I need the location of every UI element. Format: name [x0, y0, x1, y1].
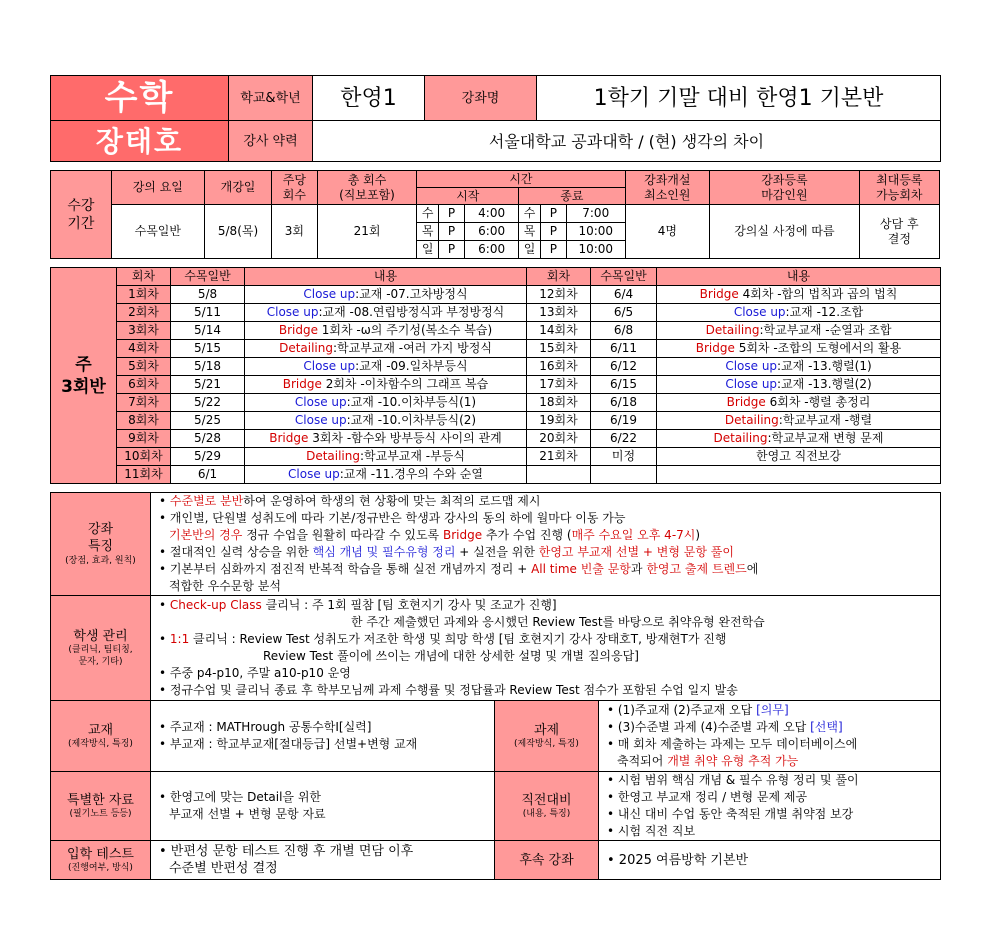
period-table [50, 170, 940, 259]
time-header: 시간 [417, 171, 625, 188]
time-cell: P [439, 241, 465, 259]
schedule-table [50, 267, 941, 484]
course-name-label: 강좌명 [425, 76, 537, 121]
schedule-tag: Bridge [726, 395, 766, 409]
schedule-content [245, 394, 527, 412]
schedule-tag: Close up [294, 395, 347, 409]
time-end-header: 종료 [519, 188, 625, 205]
schedule-content [657, 358, 941, 376]
schedule-content [657, 466, 941, 484]
info-table [50, 492, 941, 880]
time-cell: 일 [519, 241, 541, 259]
schedule-content [657, 304, 941, 322]
subject-title: 수학 [51, 76, 229, 121]
schedule-content [657, 286, 941, 304]
schedule-text: :교재 -10.이차부등식(1) [346, 395, 477, 409]
schedule-tag: Close up [303, 359, 356, 373]
special-content: • 한영고에 맞는 Detail을 위한 부교재 선별 + 변형 문항 자료 [151, 772, 495, 841]
time-cell: P [439, 223, 465, 241]
schedule-round: 13회차 [527, 304, 591, 322]
schedule-round: 12회차 [527, 286, 591, 304]
schedule-round: 9회차 [117, 430, 171, 448]
reg-close-header: 강좌등록 마감인원 [710, 171, 860, 205]
schedule-content [245, 376, 527, 394]
max-reg-header: 최대등록 가능회차 [859, 171, 939, 205]
schedule-round: 17회차 [527, 376, 591, 394]
schedule-tag: Close up [266, 305, 319, 319]
start-date-value: 5/8(목) [204, 205, 271, 259]
date-header: 수목일반 [171, 268, 245, 286]
header-table [50, 75, 941, 162]
schedule-date: 5/29 [171, 448, 245, 466]
time-cell: 일 [417, 241, 439, 259]
time-cell: 10:00 [566, 223, 625, 241]
schedule-tag: Bridge [278, 323, 318, 337]
time-cell: 10:00 [566, 241, 625, 259]
schedule-text: 5회차 -조합의 도형에서의 활용 [734, 341, 902, 355]
special-label: 특별한 자료 (필기노트 등등) [51, 772, 151, 841]
textbook-content: • 주교재 : MATHrough 공통수학Ⅰ[실력] • 부교재 : 학교부교재[절대등급] 선별+변형 교재 [151, 701, 495, 772]
schedule-round: 4회차 [117, 340, 171, 358]
schedule-tag: Detailing [306, 449, 360, 463]
schedule-round: 15회차 [527, 340, 591, 358]
schedule-content [245, 466, 527, 484]
schedule-round [527, 466, 591, 484]
schedule-date: 6/4 [591, 286, 657, 304]
days-header: 강의 요일 [111, 171, 204, 205]
schedule-text: :학교부교재 -부등식 [359, 449, 465, 463]
profile-label: 강사 약력 [229, 121, 313, 162]
schedule-date: 6/15 [591, 376, 657, 394]
period-section-label: 수강 기간 [51, 171, 112, 259]
schedule-tag: Bridge [699, 287, 739, 301]
round-header: 회차 [527, 268, 591, 286]
schedule-text: :교재 -12.조합 [785, 305, 864, 319]
schedule-text: 4회차 -합의 법칙과 곱의 법칙 [738, 287, 898, 301]
schedule-round: 18회차 [527, 394, 591, 412]
schedule-text: 2회차 -이차함수의 그래프 복습 [321, 377, 489, 391]
days-value: 수목일반 [111, 205, 204, 259]
schedule-content [245, 358, 527, 376]
schedule-tag: Detailing [724, 413, 779, 427]
schedule-date: 5/15 [171, 340, 245, 358]
schedule-tag: Close up [303, 287, 356, 301]
profile-value: 서울대학교 공과대학 / (현) 생각의 차이 [313, 121, 941, 162]
schedule-text: :학교부교재 -행렬 [778, 413, 873, 427]
min-open-value: 4명 [625, 205, 710, 259]
schedule-date: 5/11 [171, 304, 245, 322]
homework-content: • (1)주교재 (2)주교재 오답 [의무] • (3)수준별 과제 (4)수준별 과제 오답 [선택] • 매 회차 제출하는 과제는 모두 데이터베이스에 축적되어 개별 취약 유형 추적 가능 [599, 701, 941, 772]
time-cell: 목 [417, 223, 439, 241]
schedule-tag: Bridge [269, 431, 309, 445]
textbook-label: 교재 (제작방식, 특징) [51, 701, 151, 772]
max-reg-value: 상담 후 결정 [859, 205, 939, 259]
management-content: • Check-up Class 클리닉 : 주 1회 필참 [팀 호현지기 강사 및 조교가 진행] 한 주간 제출했던 과제와 응시했던 Review Test를 바탕으로 취약유형 완전학습 • 1:1 클리닉 : Review Test 성취도가 저조한 학생 및 희망 학생 [팀 호현지기 강사 장태호T, 방재현T가 진행 Review Test 풀이에 쓰이는 개념에 대한 상세한 설명 및 개별 질의응답] • 주중 p4-p10, 주말 a10-p10 운영 • 정규수업 및 클리닉 종료 후 학부모님께 과제 수행률 및 정답률과 Review Test 점수가 포함된 수업 일지 발송 [151, 596, 941, 701]
schedule-date: 5/18 [171, 358, 245, 376]
schedule-content [657, 322, 941, 340]
schedule-date: 6/12 [591, 358, 657, 376]
schedule-text: :학교부교재 -순열과 조합 [759, 323, 892, 337]
time-cell: 4:00 [465, 205, 519, 223]
schedule-round: 20회차 [527, 430, 591, 448]
schedule-date: 5/25 [171, 412, 245, 430]
features-label: 강좌 특징 (장점, 효과, 원칙) [51, 493, 151, 596]
time-cell: 6:00 [465, 241, 519, 259]
schedule-round: 3회차 [117, 322, 171, 340]
schedule-tag: Detailing [713, 431, 768, 445]
schedule-date: 6/1 [171, 466, 245, 484]
management-label: 학생 관리 (클리닉, 팀티칭, 문자, 기타) [51, 596, 151, 701]
schedule-text: :교재 -09.일차부등식 [355, 359, 468, 373]
schedule-content [245, 448, 527, 466]
schedule-text: :교재 -13.행렬(2) [777, 377, 872, 391]
time-cell: P [540, 241, 566, 259]
content-header: 내용 [657, 268, 941, 286]
schedule-text: 3회차 -함수와 방부등식 사이의 관계 [308, 431, 502, 445]
course-sheet [50, 75, 940, 880]
schedule-tag: Detailing [279, 341, 333, 355]
schedule-content [245, 340, 527, 358]
content-header: 내용 [245, 268, 527, 286]
schedule-content [657, 394, 941, 412]
schedule-date: 6/5 [591, 304, 657, 322]
schedule-section-label: 주 3회반 [51, 268, 117, 484]
reg-close-value: 강의실 사정에 따름 [710, 205, 860, 259]
schedule-tag: Bridge [282, 377, 322, 391]
schedule-text: :교재 -13.행렬(1) [777, 359, 872, 373]
schedule-tag: Detailing [705, 323, 760, 337]
schedule-date: 6/18 [591, 394, 657, 412]
schedule-date: 6/8 [591, 322, 657, 340]
schedule-tag: Close up [725, 359, 778, 373]
schedule-round: 5회차 [117, 358, 171, 376]
school-grade-value: 한영1 [313, 76, 425, 121]
schedule-text: 1회차 -ω의 주기성(복소수 복습) [317, 323, 493, 337]
schedule-tag: Close up [733, 305, 786, 319]
schedule-content [657, 430, 941, 448]
schedule-round: 1회차 [117, 286, 171, 304]
start-date-header: 개강일 [204, 171, 271, 205]
entrance-label: 입학 테스트 (진행여부, 방식) [51, 841, 151, 880]
course-name-value: 1학기 기말 대비 한영1 기본반 [537, 76, 941, 121]
schedule-date: 6/19 [591, 412, 657, 430]
schedule-tag: Bridge [695, 341, 735, 355]
schedule-tag: Close up [725, 377, 778, 391]
weekly-value: 3회 [272, 205, 318, 259]
schedule-round: 7회차 [117, 394, 171, 412]
weekly-header: 주당 회수 [272, 171, 318, 205]
time-cell: 수 [519, 205, 541, 223]
schedule-text: :학교부교재 -여러 가지 방정식 [332, 341, 492, 355]
schedule-content [245, 304, 527, 322]
total-header: 총 회수 (직보포함) [317, 171, 417, 205]
schedule-content [245, 286, 527, 304]
time-cell: P [540, 205, 566, 223]
schedule-content [657, 448, 941, 466]
schedule-content [245, 430, 527, 448]
schedule-date: 5/28 [171, 430, 245, 448]
schedule-date: 5/22 [171, 394, 245, 412]
schedule-round: 8회차 [117, 412, 171, 430]
schedule-date: 6/11 [591, 340, 657, 358]
schedule-round: 19회차 [527, 412, 591, 430]
schedule-round: 2회차 [117, 304, 171, 322]
schedule-text: :학교부교재 변형 문제 [767, 431, 884, 445]
follow-up-content: • 2025 여름방학 기본반 [599, 841, 941, 880]
time-cell: 6:00 [465, 223, 519, 241]
schedule-round: 6회차 [117, 376, 171, 394]
round-header: 회차 [117, 268, 171, 286]
homework-label: 과제 (제작방식, 특징) [495, 701, 599, 772]
schedule-text: :교재 -11.경우의 수와 순열 [339, 467, 483, 481]
schedule-date: 6/22 [591, 430, 657, 448]
schedule-tag: Close up [294, 413, 347, 427]
schedule-text: :교재 -07.고차방정식 [355, 287, 468, 301]
schedule-content [245, 412, 527, 430]
date-header: 수목일반 [591, 268, 657, 286]
schedule-text: :교재 -10.이차부등식(2) [346, 413, 477, 427]
features-content: • 수준별로 분반하여 운영하여 학생의 현 상황에 맞는 최적의 로드맵 제시 • 개인별, 단원별 성취도에 따라 기본/정규반은 학생과 강사의 동의 하에 월마다 이동 가능 기본반의 경우 정규 수업을 원활히 따라갈 수 있도록 Bridge 추가 수업 진행 (매주 수요일 오후 4-7시) • 절대적인 실력 상승을 위한 핵심 개념 및 필수유형 정리 + 실전을 위한 한영고 부교재 선별 + 변형 문항 풀이 • 기본부터 심화까지 점진적 반복적 학습을 통해 실전 개념까지 정리 + All time 빈출 문항과 한영고 출제 트렌드에 적합한 우수문항 분석 [151, 493, 941, 596]
schedule-date: 5/21 [171, 376, 245, 394]
time-cell: 목 [519, 223, 541, 241]
schedule-text: 한영고 직전보강 [756, 449, 841, 463]
exam-prep-label: 직전대비 (내용, 특징) [495, 772, 599, 841]
schedule-text: :교재 -08.연립방정식과 부정방정식 [318, 305, 505, 319]
time-cell: 수 [417, 205, 439, 223]
teacher-name: 장태호 [51, 121, 229, 162]
min-open-header: 강좌개설 최소인원 [625, 171, 710, 205]
schedule-date: 5/8 [171, 286, 245, 304]
schedule-round: 11회차 [117, 466, 171, 484]
exam-prep-content: • 시험 범위 핵심 개념 & 필수 유형 정리 및 풀이 • 한영고 부교재 정리 / 변형 문제 제공 • 내신 대비 수업 동안 축적된 개별 취약점 보강 • 시험 직전 직보 [599, 772, 941, 841]
follow-up-label: 후속 강좌 [495, 841, 599, 880]
schedule-content [657, 412, 941, 430]
schedule-tag: Close up [288, 467, 340, 481]
schedule-content [657, 376, 941, 394]
schedule-date [591, 466, 657, 484]
schedule-round: 10회차 [117, 448, 171, 466]
entrance-content: • 반편성 문항 테스트 진행 후 개별 면담 이후 수준별 반편성 결정 [151, 841, 495, 880]
schedule-date: 미정 [591, 448, 657, 466]
time-cell: P [540, 223, 566, 241]
school-grade-label: 학교&학년 [229, 76, 313, 121]
schedule-date: 5/14 [171, 322, 245, 340]
schedule-round: 14회차 [527, 322, 591, 340]
schedule-content [245, 322, 527, 340]
time-cell: P [439, 205, 465, 223]
total-value: 21회 [317, 205, 417, 259]
time-cell: 7:00 [566, 205, 625, 223]
schedule-content [657, 340, 941, 358]
schedule-text: 6회차 -행렬 총정리 [765, 395, 871, 409]
schedule-round: 16회차 [527, 358, 591, 376]
schedule-round: 21회차 [527, 448, 591, 466]
time-start-header: 시작 [417, 188, 519, 205]
